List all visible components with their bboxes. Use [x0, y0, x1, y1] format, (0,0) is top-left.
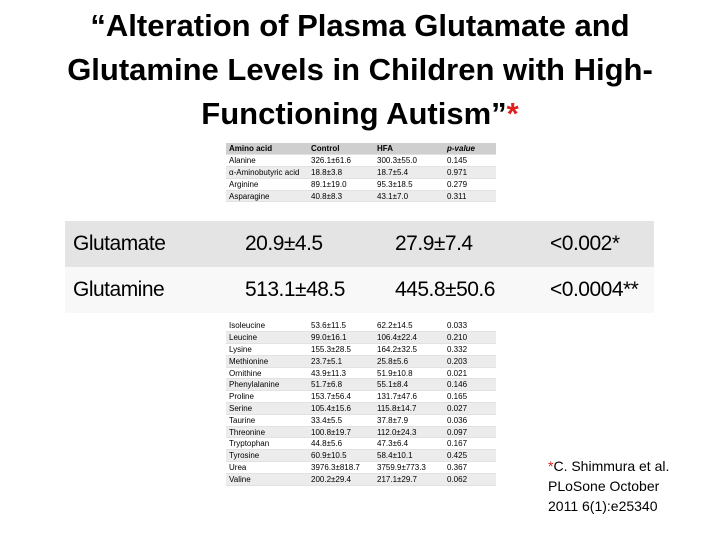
cell-amino-acid: Phenylalanine: [226, 379, 308, 391]
cell-p-value: 0.021: [444, 367, 496, 379]
table-row: [226, 391, 496, 403]
table-row: [226, 155, 496, 167]
cell-control: 40.8±8.3: [308, 190, 374, 202]
cell-control: 99.0±16.1: [308, 332, 374, 344]
citation-authors: C. Shimmura et al.: [553, 458, 670, 474]
highlight-hfa: 445.8±50.6: [395, 278, 495, 301]
cell-control: 33.4±5.5: [308, 414, 374, 426]
cell-p-value: 0.146: [444, 379, 496, 391]
cell-control: 100.8±19.7: [308, 426, 374, 438]
table-row: [226, 190, 496, 202]
highlight-row-glutamate: [65, 221, 654, 267]
citation-asterisk: *: [548, 458, 554, 474]
highlight-row-glutamine: [65, 267, 654, 313]
cell-hfa: 131.7±47.6: [374, 391, 444, 403]
cell-p-value: 0.027: [444, 403, 496, 415]
table-header-row: [226, 143, 496, 155]
table-row: [226, 320, 496, 332]
cell-amino-acid: Tyrosine: [226, 450, 308, 462]
highlight-hfa: 27.9±7.4: [395, 232, 473, 255]
cell-p-value: 0.203: [444, 355, 496, 367]
cell-hfa: 106.4±22.4: [374, 332, 444, 344]
table-row: [226, 367, 496, 379]
table-row: [226, 426, 496, 438]
cell-control: 326.1±61.6: [308, 155, 374, 167]
cell-amino-acid: Isoleucine: [226, 320, 308, 332]
highlight-amino-acid: Glutamate: [73, 232, 166, 255]
cell-p-value: 0.971: [444, 167, 496, 179]
cell-p-value: 0.279: [444, 178, 496, 190]
cell-amino-acid: Serine: [226, 403, 308, 415]
highlight-p-value: <0.002*: [550, 232, 620, 255]
highlight-control: 513.1±48.5: [245, 278, 345, 301]
cell-amino-acid: Tryptophan: [226, 438, 308, 450]
highlight-p-value: <0.0004**: [550, 278, 639, 301]
cell-control: 23.7±5.1: [308, 355, 374, 367]
cell-control: 18.8±3.8: [308, 167, 374, 179]
cell-amino-acid: Proline: [226, 391, 308, 403]
cell-amino-acid: Taurine: [226, 414, 308, 426]
cell-amino-acid: Ornithine: [226, 367, 308, 379]
cell-control: 51.7±6.8: [308, 379, 374, 391]
cell-p-value: 0.145: [444, 155, 496, 167]
slide-title-text: “Alteration of Plasma Glutamate and Glutamine Levels in Children with High-Functioning Autism”: [67, 8, 653, 131]
cell-hfa: 217.1±29.7: [374, 473, 444, 485]
cell-amino-acid: Leucine: [226, 332, 308, 344]
cell-p-value: 0.165: [444, 391, 496, 403]
cell-control: 44.8±5.6: [308, 438, 374, 450]
cell-control: 60.9±10.5: [308, 450, 374, 462]
cell-control: 200.2±29.4: [308, 473, 374, 485]
cell-amino-acid: Methionine: [226, 355, 308, 367]
cell-control: 53.6±11.5: [308, 320, 374, 332]
cell-amino-acid: Arginine: [226, 178, 308, 190]
cell-p-value: 0.033: [444, 320, 496, 332]
cell-hfa: 43.1±7.0: [374, 190, 444, 202]
table-row: [226, 332, 496, 344]
col-header-hfa: HFA: [374, 143, 444, 155]
cell-hfa: 112.0±24.3: [374, 426, 444, 438]
cell-p-value: 0.210: [444, 332, 496, 344]
cell-hfa: 51.9±10.8: [374, 367, 444, 379]
table-row: [226, 414, 496, 426]
table-row: [226, 178, 496, 190]
cell-amino-acid: α-Aminobutyric acid: [226, 167, 308, 179]
cell-amino-acid: Alanine: [226, 155, 308, 167]
title-asterisk: *: [506, 96, 519, 131]
cell-control: 153.7±56.4: [308, 391, 374, 403]
table-row: [226, 450, 496, 462]
cell-p-value: 0.311: [444, 190, 496, 202]
cell-amino-acid: Valine: [226, 473, 308, 485]
table-row: [226, 403, 496, 415]
table-row: [226, 462, 496, 474]
cell-control: 155.3±28.5: [308, 344, 374, 356]
citation-line-1: [548, 456, 718, 476]
citation: [548, 456, 718, 516]
cell-hfa: 37.8±7.9: [374, 414, 444, 426]
table-row: [226, 438, 496, 450]
highlight-control: 20.9±4.5: [245, 232, 323, 255]
cell-control: 89.1±19.0: [308, 178, 374, 190]
table-row: [226, 355, 496, 367]
table-row: [226, 344, 496, 356]
cell-hfa: 300.3±55.0: [374, 155, 444, 167]
cell-amino-acid: Asparagine: [226, 190, 308, 202]
cell-hfa: 115.8±14.7: [374, 403, 444, 415]
cell-hfa: 47.3±6.4: [374, 438, 444, 450]
cell-hfa: 62.2±14.5: [374, 320, 444, 332]
cell-hfa: 25.8±5.6: [374, 355, 444, 367]
cell-hfa: 18.7±5.4: [374, 167, 444, 179]
cell-p-value: 0.062: [444, 473, 496, 485]
cell-control: 3976.3±818.7: [308, 462, 374, 474]
cell-p-value: 0.367: [444, 462, 496, 474]
col-header-control: Control: [308, 143, 374, 155]
citation-line-2: PLoSone October: [548, 478, 660, 494]
table-row: [226, 167, 496, 179]
table-row: [226, 473, 496, 485]
cell-p-value: 0.036: [444, 414, 496, 426]
cell-p-value: 0.097: [444, 426, 496, 438]
citation-line-3: 2011 6(1):e25340: [548, 498, 658, 514]
amino-acid-table-bottom: [226, 320, 496, 486]
table-row: [226, 379, 496, 391]
cell-control: 105.4±15.6: [308, 403, 374, 415]
slide-title: [20, 4, 700, 136]
cell-control: 43.9±11.3: [308, 367, 374, 379]
col-header-amino-acid: Amino acid: [226, 143, 308, 155]
cell-hfa: 164.2±32.5: [374, 344, 444, 356]
highlight-amino-acid: Glutamine: [73, 278, 165, 301]
cell-hfa: 95.3±18.5: [374, 178, 444, 190]
cell-p-value: 0.425: [444, 450, 496, 462]
cell-p-value: 0.167: [444, 438, 496, 450]
amino-acid-table-top: [226, 143, 496, 202]
cell-hfa: 58.4±10.1: [374, 450, 444, 462]
cell-amino-acid: Urea: [226, 462, 308, 474]
cell-hfa: 55.1±8.4: [374, 379, 444, 391]
cell-amino-acid: Lysine: [226, 344, 308, 356]
cell-amino-acid: Threonine: [226, 426, 308, 438]
cell-hfa: 3759.9±773.3: [374, 462, 444, 474]
cell-p-value: 0.332: [444, 344, 496, 356]
col-header-p-value: p-value: [444, 143, 496, 155]
